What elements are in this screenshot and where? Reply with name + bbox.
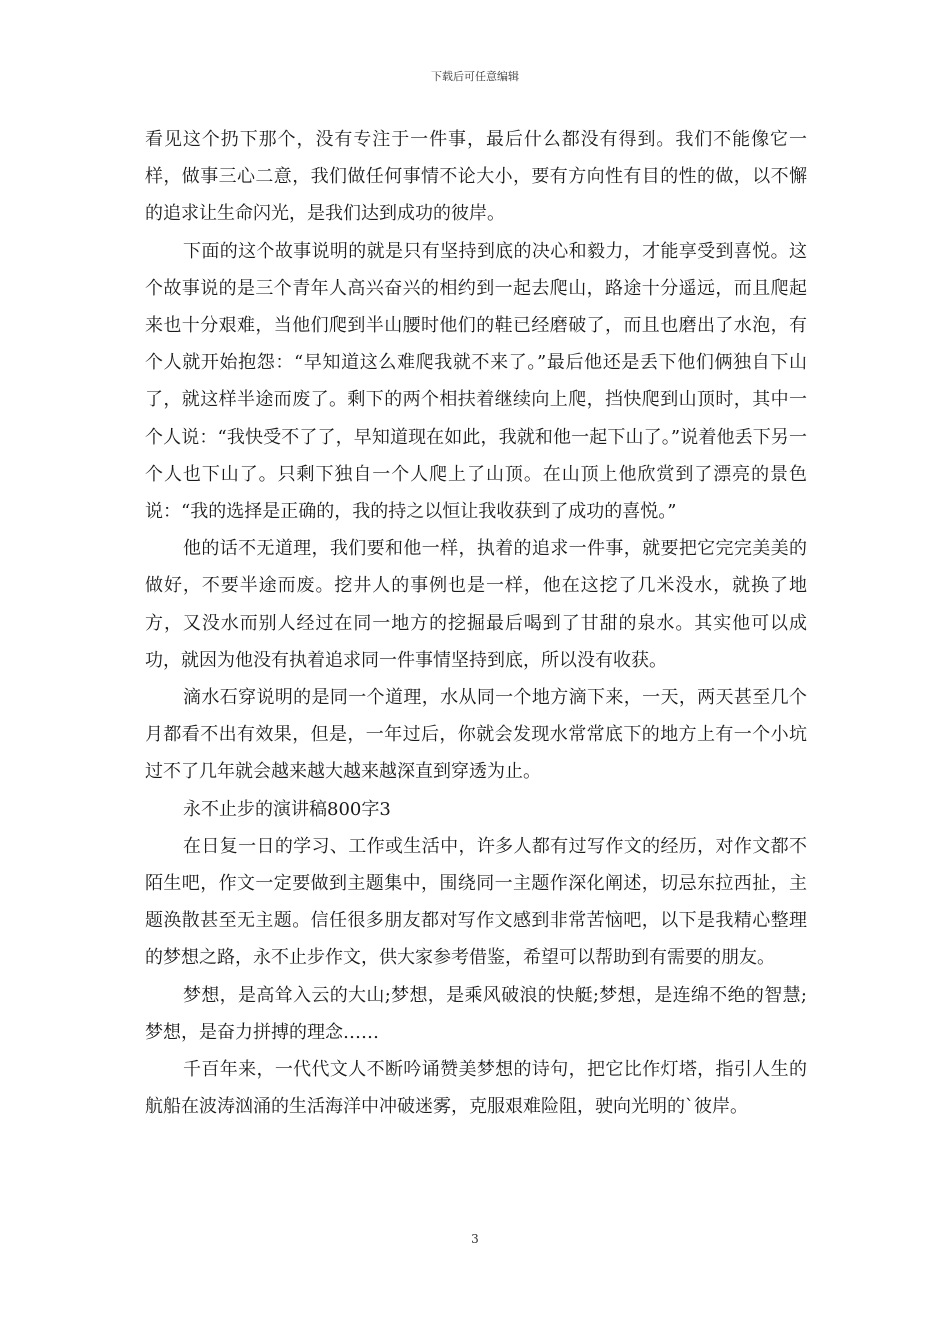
paragraph-3: 他的话不无道理，我们要和他一样，执着的追求一件事，就要把它完完美美的做好，不要半途而废。挖井人的事例也是一样，他在这挖了几米没水，就换了地方，又没水而别人经过在同一地方的挖掘最后喝到了甘甜的泉水。其实他可以成功，就因为他没有执着追求同一件事情坚持到底，所以没有收获。 (145, 538, 807, 671)
paragraph-6: 梦想，是高耸入云的大山;梦想，是乘风破浪的快艇;梦想，是连绵不绝的智慧;梦想，是奋力拼搏的理念…… (145, 984, 807, 1043)
paragraph-7: 千百年来，一代代文人不断吟诵赞美梦想的诗句，把它比作灯塔，指引人生的航船在波涛汹涌的生活海洋中冲破迷雾，克服艰难险阻，驶向光明的`彼岸。 (145, 1059, 807, 1118)
paragraph-1: 看见这个扔下那个，没有专注于一件事，最后什么都没有得到。我们不能像它一样，做事三心二意，我们做任何事情不论大小，要有方向性有目的性的做，以不懈的追求让生命闪光，是我们达到成功的彼岸。 (145, 129, 807, 225)
paragraph-2: 下面的这个故事说明的就是只有坚持到底的决心和毅力，才能享受到喜悦。这个故事说的是三个青年人高兴奋兴的相约到一起去爬山，路途十分遥远，而且爬起来也十分艰难，当他们爬到半山腰时他们的鞋已经磨破了，而且也磨出了水泡，有个人就开始抱怨：“早知道这么难爬我就不来了。”最后他还是丢下他们俩独自下山了，就这样半途而废了。剩下的两个相扶着继续向上爬，挡快爬到山顶时，其中一个人说：“我快受不了了，早知道现在如此，我就和他一起下山了。”说着他丢下另一个人也下山了。只剩下独自一个人爬上了山顶。在山顶上他欣赏到了漂亮的景色说：“我的选择是正确的，我的持之以恒让我收获到了成功的喜悦。” (145, 240, 807, 523)
document-body (145, 121, 807, 1125)
paragraph-4: 滴水石穿说明的是同一个道理，水从同一个地方滴下来，一天，两天甚至几个月都看不出有效果，但是，一年过后，你就会发现水常常底下的地方上有一个小坑过不了几年就会越来越大越来越深直到穿透为止。 (145, 687, 807, 783)
page-header: 下载后可任意编辑 (431, 70, 519, 83)
section-heading: 永不止步的演讲稿800字3 (183, 798, 391, 820)
page-number: 3 (471, 1232, 479, 1246)
paragraph-5: 在日复一日的学习、工作或生活中，许多人都有过写作文的经历，对作文都不陌生吧，作文一定要做到主题集中，围绕同一主题作深化阐述，切忌东拉西扯，主题涣散甚至无主题。信任很多朋友都对写作文感到非常苦恼吧，以下是我精心整理的梦想之路，永不止步作文，供大家参考借鉴，希望可以帮助到有需要的朋友。 (145, 835, 807, 969)
